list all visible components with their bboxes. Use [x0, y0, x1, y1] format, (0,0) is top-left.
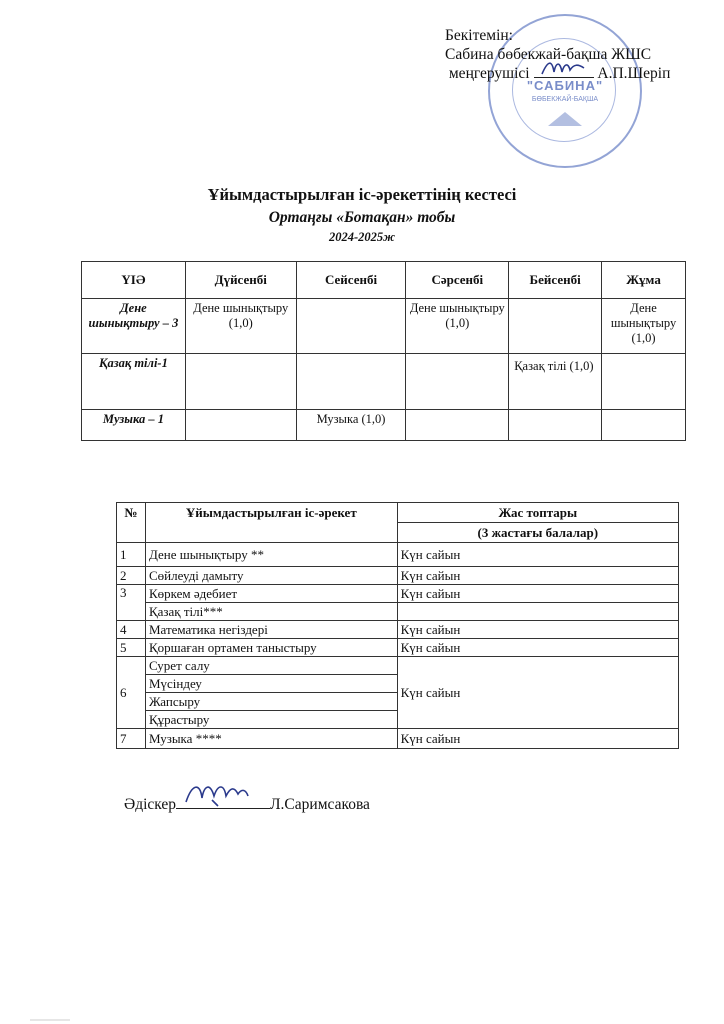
- page-title: Ұйымдастырылған іс-әрекеттінің кестесі: [207, 185, 517, 204]
- table-row: [117, 603, 679, 621]
- row-label: Музыка – 1: [82, 410, 186, 441]
- table-cell: [406, 410, 509, 441]
- row-number: 2: [117, 567, 146, 585]
- table-cell: [406, 354, 509, 410]
- activity-frequency: Күн сайын: [397, 639, 678, 657]
- table-cell: Музыка (1,0): [296, 410, 406, 441]
- academic-year: 2024-2025ж: [328, 230, 396, 244]
- number-header: №: [117, 503, 146, 543]
- activity-name: Қазақ тілі***: [145, 603, 397, 621]
- approval-name: А.П.Шеріп: [597, 65, 671, 82]
- activity-name: Сурет салу: [145, 657, 397, 675]
- row-number: 5: [117, 639, 146, 657]
- table-cell: [509, 410, 602, 441]
- table-cell: Дене шынықтыру (1,0): [602, 299, 686, 354]
- activity-name: Жапсыру: [145, 693, 397, 711]
- table-row: [117, 543, 679, 567]
- methodist-signature-icon: [182, 778, 262, 808]
- activity-frequency: Күн сайын: [397, 543, 678, 567]
- signature-line: [176, 794, 270, 809]
- activity-frequency: Күн сайын: [397, 729, 678, 749]
- age-groups-header: Жас топтары: [397, 503, 678, 523]
- director-signature-icon: [540, 58, 586, 78]
- group-title: Ортаңғы «Ботақан» тобы: [268, 209, 456, 226]
- column-header: ҮІӘ: [82, 262, 186, 299]
- approval-role: меңгерушісі: [448, 65, 530, 82]
- activity-frequency: Күн сайын: [397, 567, 678, 585]
- table-cell: [185, 410, 296, 441]
- table-row: [82, 354, 686, 410]
- approval-heading: Бекітемін:: [445, 27, 513, 44]
- stamp-subtitle: БӨБЕКЖАЙ-БАҚША: [531, 96, 599, 103]
- activity-name: Көркем әдебиет: [145, 585, 397, 603]
- schedule-header-row: [82, 262, 686, 299]
- row-label: Дене шынықтыру – 3: [82, 299, 186, 354]
- activities-table: [116, 502, 679, 749]
- activity-name: Математика негіздері: [145, 621, 397, 639]
- table-cell: Дене шынықтыру (1,0): [406, 299, 509, 354]
- stamp-name: "САБИНА": [526, 78, 604, 93]
- activity-name: Қоршаған ортамен таныстыру: [145, 639, 397, 657]
- table-row: [117, 621, 679, 639]
- activity-frequency: Күн сайын: [397, 657, 678, 729]
- table-row: [117, 585, 679, 603]
- table-cell: [296, 299, 406, 354]
- table-cell: [296, 354, 406, 410]
- row-label: Қазақ тілі-1: [82, 354, 186, 410]
- column-header: Бейсенбі: [509, 262, 602, 299]
- table-cell: [602, 354, 686, 410]
- activity-frequency: [397, 603, 678, 621]
- table-cell: [602, 410, 686, 441]
- activity-name: Музыка ****: [145, 729, 397, 749]
- table-row: [117, 639, 679, 657]
- activity-name: Сөйлеуді дамыту: [145, 567, 397, 585]
- activity-name: Құрастыру: [145, 711, 397, 729]
- table-cell: [185, 354, 296, 410]
- stamp-mountain-icon: [548, 112, 582, 126]
- column-header: Сәрсенбі: [406, 262, 509, 299]
- table-row: [82, 299, 686, 354]
- table-row: [82, 410, 686, 441]
- row-number: 1: [117, 543, 146, 567]
- weekly-schedule-table: [81, 261, 686, 441]
- table-row: [117, 657, 679, 675]
- table-cell: [509, 299, 602, 354]
- table-row: [117, 567, 679, 585]
- activity-name: Мүсіндеу: [145, 675, 397, 693]
- column-header: Жұма: [602, 262, 686, 299]
- table-cell: Дене шынықтыру (1,0): [185, 299, 296, 354]
- scan-artifact: [30, 1019, 70, 1021]
- activities-header-row: [117, 503, 679, 523]
- table-row: [117, 729, 679, 749]
- age-subheader: (3 жастағы балалар): [397, 523, 678, 543]
- row-number: 7: [117, 729, 146, 749]
- methodist-name: Л.Саримсакова: [270, 796, 370, 813]
- row-number: 4: [117, 621, 146, 639]
- methodist-role: Әдіскер: [124, 796, 177, 813]
- row-number: 3: [117, 585, 146, 621]
- approval-organization: Сабина бөбекжай-бақша ЖШС: [445, 46, 652, 63]
- methodist-signature-block: [124, 794, 370, 814]
- table-cell: Қазақ тілі (1,0): [509, 354, 602, 410]
- column-header: Сейсенбі: [296, 262, 406, 299]
- activity-name: Дене шынықтыру **: [145, 543, 397, 567]
- activity-header: Ұйымдастырылған іс-әрекет: [145, 503, 397, 543]
- activity-frequency: Күн сайын: [397, 621, 678, 639]
- column-header: Дүйсенбі: [185, 262, 296, 299]
- row-number: 6: [117, 657, 146, 729]
- activity-frequency: Күн сайын: [397, 585, 678, 603]
